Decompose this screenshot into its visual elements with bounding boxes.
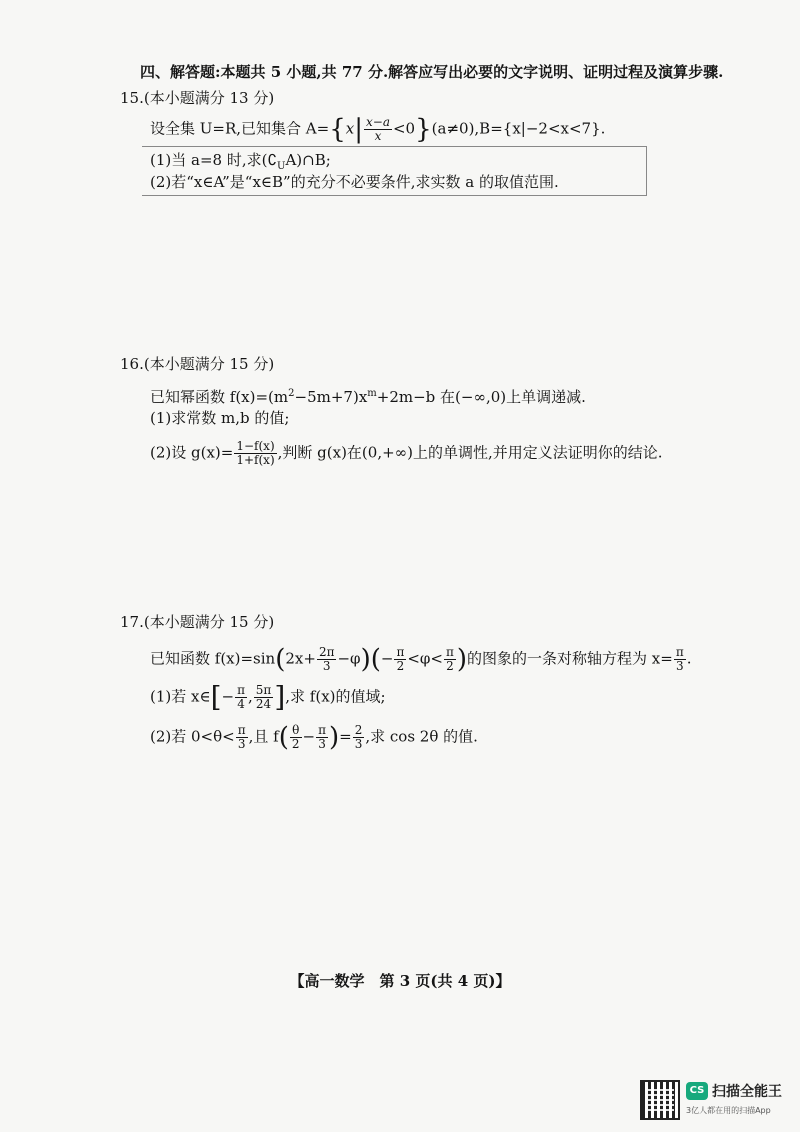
q17-stem-text-b: 的图象的一条对称轴方程为 x= (467, 649, 673, 668)
q17-header (120, 612, 274, 632)
q17-part1-text-b: ,求 f(x)的值域; (285, 687, 386, 706)
q15-stem-text: 设全集 U=R,已知集合 A= (150, 119, 330, 138)
q16-sup: 2 (288, 388, 295, 399)
q17-p1f1-num: π (237, 683, 245, 697)
q17-p2-frac-1 (236, 724, 248, 751)
q17-number: 17. (120, 613, 144, 631)
q17-frac-2 (394, 646, 406, 673)
q17-stem-text: 已知函数 f(x)=sin (150, 649, 276, 668)
qr-code-icon (640, 1080, 680, 1120)
q17-p2f1-num: π (237, 723, 246, 737)
section-heading: 四、解答题:本题共 5 小题,共 77 分.解答应写出必要的文字说明、证明过程及演算步骤. (140, 63, 724, 81)
paren-open-3: ( (278, 722, 289, 753)
q15-part1-text: (1)当 a=8 时,求(∁ (150, 151, 278, 169)
q16-part2 (150, 440, 663, 467)
q15-header (120, 88, 274, 108)
scanner-app-name: 扫描全能王 (712, 1084, 782, 1100)
q17-p2-frac-2 (290, 724, 302, 751)
q15-frac-den: x (374, 129, 382, 143)
bar: | (354, 114, 363, 145)
q17-frac-1 (317, 646, 337, 673)
q15-set-cond: <0 (392, 119, 416, 138)
q16-frac-num: 1−f(x) (236, 439, 275, 453)
q17-p1-frac-1 (235, 684, 247, 711)
q17-p1-frac-2 (254, 684, 274, 711)
q16-score: (本小题满分 15 分) (143, 355, 275, 373)
q17-p1-comma: , (248, 687, 253, 706)
q15-stem (150, 116, 605, 143)
q17-part1-text: (1)若 x∈ (150, 687, 211, 706)
q16-header (120, 354, 274, 374)
q17-score: (本小题满分 15 分) (143, 613, 275, 631)
q16-part1: (1)求常数 m,b 的值; (150, 409, 290, 427)
q15-fraction (364, 116, 392, 143)
q17-frac-3 (444, 646, 456, 673)
q17-p1f2-den: 24 (255, 697, 272, 711)
q17-p2-frac-3 (316, 724, 328, 751)
q17-frac-4 (674, 646, 686, 673)
q17-p2-frac-4 (353, 724, 365, 751)
q15-stem-text-b: (a≠0),B={x|−2<x<7}. (431, 119, 606, 138)
q17-p1f2-num: 5π (255, 683, 272, 697)
q16-number: 16. (120, 355, 144, 373)
q17-f2-den: 2 (396, 659, 405, 673)
q17-p2-eq: = (339, 727, 352, 746)
q17-p2f3-num: π (318, 723, 326, 737)
q15-number: 15. (120, 89, 144, 107)
paren-open: ( (275, 644, 286, 675)
q17-p1f1-den: 4 (237, 697, 245, 711)
q17-f1-den: 3 (322, 659, 331, 673)
q17-p2f4-num: 2 (354, 723, 363, 737)
q17-stem-in-a: 2x+ (285, 649, 316, 668)
q17-p2-minus: − (302, 727, 316, 746)
paren-close: ) (360, 644, 371, 675)
q17-stem (150, 646, 692, 673)
paren-close-2: ) (456, 644, 468, 675)
q17-cond-a: − (380, 649, 394, 668)
q17-p1-minus: − (221, 687, 235, 706)
q17-p2f1-den: 3 (237, 737, 246, 751)
q16-sup2: m (367, 388, 377, 399)
q16-part2-text: (2)设 g(x)= (150, 443, 234, 462)
q15-score: (本小题满分 13 分) (143, 89, 275, 107)
q17-f3-num: π (445, 645, 454, 659)
q17-f3-den: 2 (446, 659, 454, 673)
q16-stem-text: 已知幂函数 f(x)=(m (150, 388, 289, 406)
brace-open: { (329, 114, 346, 145)
q15-part2: (2)若“x∈A”是“x∈B”的充分不必要条件,求实数 a 的取值范围. (150, 173, 559, 191)
q15-set-var: x (345, 119, 355, 138)
q17-cond-b: <φ< (407, 649, 443, 668)
q16-fraction (234, 440, 276, 467)
q17-part1 (150, 680, 386, 714)
q16-stem-text-c: +2m−b 在(−∞,0)上单调递减. (376, 388, 586, 406)
q17-p2f2-den: 2 (291, 737, 300, 751)
q16-stem-text-b: −5m+7)x (294, 388, 368, 406)
q17-part2 (150, 724, 478, 751)
q17-p2f4-den: 3 (354, 737, 363, 751)
q17-part2-text-c: ,求 cos 2θ 的值. (365, 727, 478, 746)
q17-stem-in-b: −φ (337, 649, 361, 668)
bracket-close: ] (274, 680, 286, 714)
paren-close-3: ) (328, 722, 340, 753)
bracket-open: [ (210, 680, 222, 714)
page-footer: 【高一数学 第 3 页(共 4 页)】 (289, 972, 511, 990)
q17-part2-text-b: ,且 f (248, 727, 279, 746)
brace-close: } (415, 114, 432, 145)
q17-p2f2-num: θ (290, 724, 302, 738)
q17-f4-den: 3 (675, 659, 684, 673)
q16-frac-den: 1+f(x) (236, 453, 275, 467)
q17-stem-end: . (686, 649, 692, 668)
q17-f2-num: π (396, 645, 405, 659)
q17-f4-num: π (675, 645, 684, 659)
scanner-badge (640, 1078, 790, 1122)
camscanner-logo-icon: CS (686, 1082, 708, 1100)
q16-stem (150, 384, 586, 407)
q15-part1-text-b: A)∩B; (285, 151, 331, 169)
paren-open-2: ( (370, 644, 381, 675)
q17-p2f3-den: 3 (318, 737, 326, 751)
q15-part1-sub: U (277, 161, 286, 172)
q15-frac-num: x−a (366, 115, 390, 129)
q17-f1-num: 2π (318, 645, 335, 659)
scanner-tagline: 3亿人都在用的扫描App (686, 1106, 771, 1115)
q16-part2-text-b: ,判断 g(x)在(0,+∞)上的单调性,并用定义法证明你的结论. (277, 443, 663, 462)
q17-part2-text: (2)若 0<θ< (150, 727, 235, 746)
